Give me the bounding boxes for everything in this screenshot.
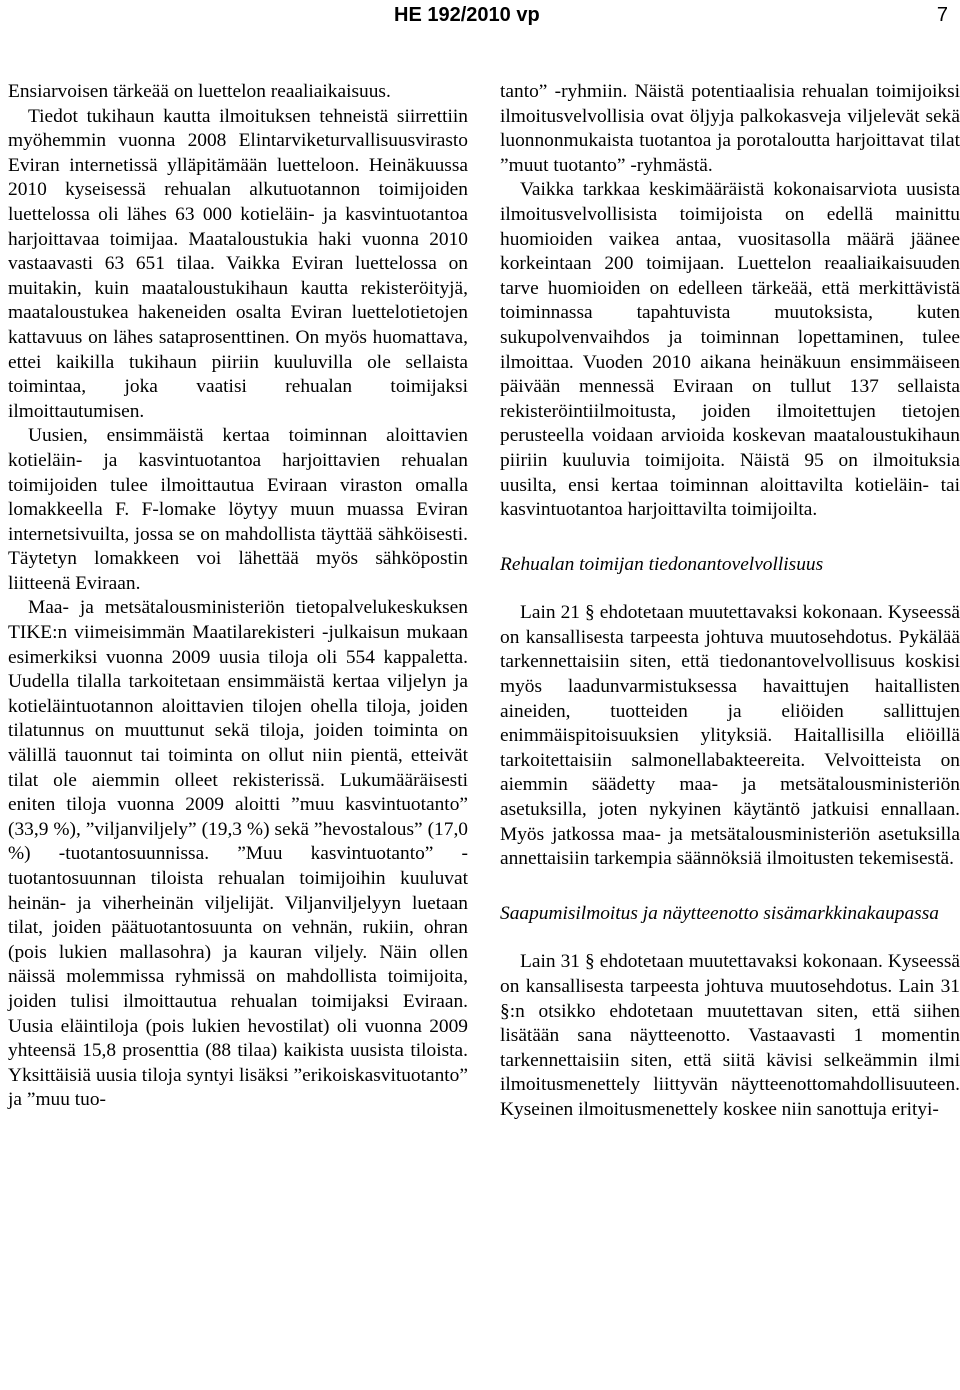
- document-id: HE 192/2010 vp: [394, 4, 540, 26]
- paragraph: Ensiarvoisen tärkeää on luettelon reaaliaikaisuus.: [8, 81, 391, 102]
- page-header: [0, 0, 960, 40]
- paragraph: Maa- ja metsätalousministeriön tietopalvelukeskuksen TIKE:n viimeisimmän Maatilarekisteri -julkaisun mukaan esimerkiksi vuonna 2009 uusia tiloja oli 554 kappaletta. Uudella tilalla tarkoitetaan ensimmäistä kertaa viljelyn ja kotieläintuotannon aloittavien tilojen ohella tiloja, joiden tilatunnus on muuttunut sekä tiloja, joiden toiminta on välillä tauonnut tai toiminta on ollut niin pientä, etteivät tilat ole aiemmin olleet rekisterissä. Lukumääräisesti eniten tiloja vuonna 2009 aloitti ”muu kasvintuotanto” (33,9 %), ”viljanviljely” (19,3 %) sekä ”hevostalous” (17,0 %) -tuotantosuunnissa. ”Muu kasvintuotanto” -tuotantosuunnan tiloista rehualan toimijoihin kuuluvat heinän- ja viherheinän viljelijät. Viljanviljelyyn luetaan tilat, joiden päätuotantosuunta on vehnän, rukiin, ohran (pois lukien mallasohra) ja kauran viljely. Näin ollen näissä molemmissa ryhmissä on mahdollista toimijoita, joiden tulisi ilmoittautua rehualan toimijaksi Eviraan. Uusia eläintiloja (pois lukien hevostilat) oli vuonna 2009 yhteensä 15,8 prosenttia (88 tilaa) kaikista uusista tiloista. Yksittäisiä uusia tiloja syntyi lisäksi ”erikoiskasvituotanto” ja ”muu tuo-: [8, 597, 468, 1111]
- page-number: 7: [936, 4, 948, 26]
- paragraph: tanto” -ryhmiin. Näistä potentiaalisia rehualan toimijoiksi ilmoitusvelvollisia ovat öljyja palkokasveja viljelevät sekä luonnonmukaista tuotantoa ja porotaloutta harjoittavat tilat ”muut tuotanto” -ryhmästä.: [500, 81, 960, 176]
- paragraph: Vaikka tarkkaa keskimääräistä kokonaisarviota uusista ilmoitusvelvollisista toimijoista on edellä mainittu huomioiden vaikea antaa, vuositasolla määrä jäänee korkeintaan 200 toimijaan. Luettelon reaaliaikaisuuden tarve huomioiden on edelleen tärkeää, että merkittävistä toiminnassa tapahtuvista muutoksista, kuten sukupolvenvaihdos ja toiminnan lopettaminen, tulee ilmoittaa. Vuoden 2010 aikana heinäkuun ensimmäiseen päivään mennessä Eviraan on tullut 137 sellaista rekisteröintiilmoitusta, joiden ilmoitettujen tietojen perusteella voidaan arvioida koskevan maataloustukihaun piiriin kuuluvia toimijoita. Näistä 95 on ilmoituksia uusilta, ensi kertaa toiminnan aloittavilta kotieläin- tai kasvintuotantoa harjoittavilta toimijoilta.: [500, 179, 960, 521]
- section-heading: Saapumisilmoitus ja näytteenotto sisämarkkinakaupassa: [500, 902, 939, 924]
- section-heading: Rehualan toimijan tiedonantovelvollisuus: [500, 553, 824, 575]
- paragraph: Tiedot tukihaun kautta ilmoituksen tehneistä siirrettiin myöhemmin vuonna 2008 Elintarviketurvallisuusvirasto Eviran internetissä ylläpitämään luetteloon. Heinäkuussa 2010 kyseisessä rehualan alkutuotannon toimijoiden luettelossa oli lähes 63 000 kotieläin- ja kasvintuotantoa harjoittavaa toimijaa. Maataloustukia haki vuonna 2010 vastaavasti 63 651 tilaa. Vaikka Eviran luettelossa on muitakin, kuin maataloustukihaun kautta rekisteröityjä, maataloustukea hakeneiden osalta Eviran luettelotietojen kattavuus on lähes sataprosenttinen. On myös huomattava, ettei kaikilla tukihaun piiriin kuuluvilla ole sellaista toimintaa, joka vaatisi rehualan toimijaksi ilmoittautumisen.: [8, 105, 468, 422]
- paragraph: Lain 21 § ehdotetaan muutettavaksi kokonaan. Kyseessä on kansallisesta tarpeesta johtuva muutosehdotus. Pykälää tarkennettaisiin siten, että tiedonantovelvollisuus koskisi myös laadunvarmistuksessa havaittujen haitallisten aineiden, tuotteiden ja eliöiden sallittujen enimmäispitoisuuksien ylityksiä. Haitallisilla eliöillä tarkoitettaisiin salmonellabakteereita. Velvoitteista on aiemmin säädetty maa- ja metsätalousministeriön asetuksilla, joten nykyinen käytäntö jatkuisi ennallaan. Myös jatkossa maa- ja metsätalousministeriön asetuksilla annettaisiin tarkempia säännöksiä ilmoitusten tekemisestä.: [500, 602, 960, 870]
- paragraph: Lain 31 § ehdotetaan muutettavaksi kokonaan. Kyseessä on kansallisesta tarpeesta johtuva muutosehdotus. Lain 31 §:n otsikko ehdotetaan muutettavan siten, että siihen lisätään sana näytteenotto. Vastaavasti 1 momentin tarkennettaisiin siten, että siitä kävisi selkeämmin ilmi ilmoitusmenettely liittyvän näytteenottomahdollisuuteen. Kyseinen ilmoitusmenettely koskee niin sanottuja erityi-: [500, 951, 960, 1120]
- paragraph: Uusien, ensimmäistä kertaa toiminnan aloittavien kotieläin- ja kasvintuotantoa harjoittavien rehualan toimijoiden tulee ilmoittautua Eviraan viraston omalla lomakkeella F. F-lomake löytyy muun muassa Eviran internetsivuilta, jossa se on mahdollista täyttää sähköisesti. Täytetyn lomakkeen voi lähettää myös sähköpostin liitteenä Eviraan.: [8, 425, 468, 594]
- left-column: [8, 80, 468, 1113]
- right-column: [500, 80, 960, 1123]
